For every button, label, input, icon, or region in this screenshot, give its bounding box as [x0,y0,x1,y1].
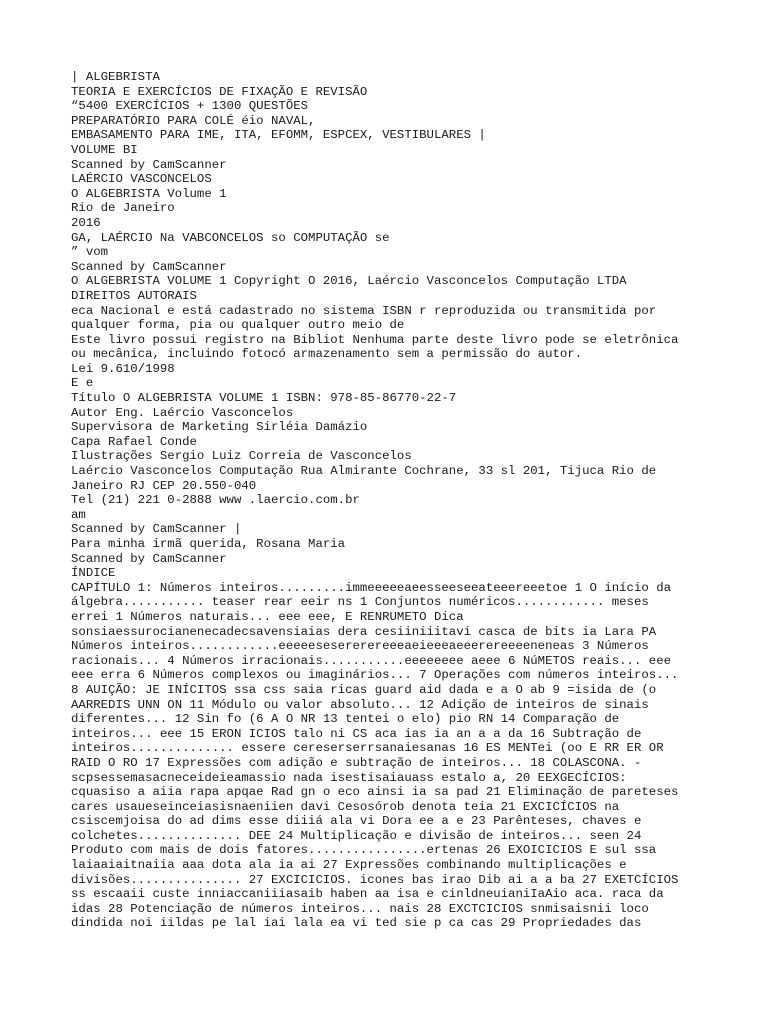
text-line: Para minha irmã querida, Rosana Maria [71,537,346,551]
text-line: VOLUME BI [71,142,138,157]
text-line: Scanned by CamScanner | [71,522,242,537]
text-line: ou mecânica, incluindo fotocó armazenamento sem a permissão do autor. [71,347,583,362]
text-line: Números inteiros............eeeeesesererereeeaeieeeaeeerereeeeneneas 3 Números [71,639,649,654]
text-line: dindida noi iildas pe lal iai lala ea vi ted sie p ca cas 29 Propriedades das [71,916,642,931]
text-line: Título O ALGEBRISTA VOLUME 1 ISBN: 978-85-86770-22-7 [71,391,457,406]
text-line: | ALGEBRISTA [71,70,160,84]
text-line: colchetes.............. DEE 24 Multiplicação e divisão de inteiros... seen 24 [71,828,642,843]
text-line: Capa Rafael Conde [71,434,197,449]
text-line: Tel (21) 221 0-2888 www .laercio.com.br [71,493,360,508]
text-line: Este livro possui registro na Bibliot Nenhuma parte deste livro pode se eletrônica [71,332,679,347]
text-line: Produto com mais de dois fatores................ertenas 26 EXOICICIOS E sul ssa [71,843,657,858]
text-line: O ALGEBRISTA Volume 1 [71,186,227,201]
text-line: TEORIA E EXERCÍCIOS DE FIXAÇÃO E REVISÃO [71,84,368,99]
text-line: am [71,507,86,522]
text-line: sonsiaessurocianenecadecsavensiaias dera cesiiniiitavi casca de bits ia Lara PA [71,624,657,639]
text-line: CAPÍTULO 1: Números inteiros.........immeeeeeaeesseeseeateeereeetoe 1 O início da [71,580,672,595]
text-line: inteiros... eee 15 ERON ICIOS talo ni CS aca ias ia an a a da 16 Subtração de [71,726,642,741]
text-line: LAÉRCIO VASCONCELOS [71,172,212,187]
text-line: álgebra........... teaser rear eeir ns 1 Conjuntos numéricos............ meses [71,595,649,610]
text-line: AARREDIS UNN ON 11 Módulo ou valor absoluto... 12 Adição de inteiros de sinais [71,697,649,712]
text-line: Lei 9.610/1998 [71,361,175,376]
text-line: Supervisora de Marketing Sirléia Damázio [71,420,368,435]
text-line: RAID O RO 17 Expressões com adição e subtração de inteiros... 18 COLASCONA. - [71,755,642,770]
text-line: Laércio Vasconcelos Computação Rua Almirante Cochrane, 33 sl 201, Tijuca Rio de [71,464,657,479]
text-line: divisões............... 27 EXCICICIOS. icones bas irao Dib ai a a ba 27 EXETCÍCIOS [71,872,679,887]
text-line: scpsessemasacneceideieamassio nada isestisaiauass estalo a, 20 EEXGECÍCIOS: [71,770,627,785]
text-line: Autor Eng. Laércio Vasconcelos [71,405,294,420]
text-line: O ALGEBRISTA VOLUME 1 Copyright O 2016, Laércio Vasconcelos Computação LTDA [71,274,627,289]
text-line: cquasiso a aiia rapa apqae Rad gn o eco ainsi ia sa pad 21 Eliminação de pareteses [71,785,679,800]
text-line: DIREITOS AUTORAIS [71,288,197,303]
text-line: Scanned by CamScanner [71,259,227,274]
text-line: cares usaueseinceiasisnaeniien davi Cesosórob denota teia 21 EXCICÍCIOS na [71,799,620,814]
text-line: ” vom [71,245,109,260]
text-line: Rio de Janeiro [71,201,175,216]
text-line: racionais... 4 Números irracionais...........eeeeeeee aeee 6 NúMETOS reais... eee [71,653,672,668]
text-line: Janeiro RJ CEP 20.550-040 [71,478,257,493]
text-line: Ilustrações Sergio Luiz Correia de Vasconcelos [71,449,412,464]
text-line: GA, LAÉRCIO Na VABCONCELOS so COMPUTAÇÃO se [71,230,390,245]
text-line: Scanned by CamScanner [71,157,227,172]
text-line: inteiros.............. essere cereserserrsanaiesanas 16 ES MENTei (oo E RR ER OR [71,741,664,756]
text-line: diferentes... 12 Sin fo (6 A O NR 13 tentei o elo) pio RN 14 Comparação de [71,712,620,727]
text-line: EMBASAMENTO PARA IME, ITA, EFOMM, ESPCEX, VESTIBULARES | [71,128,486,143]
text-line: idas 28 Potenciação de números inteiros... nais 28 EXCTCICIOS snmisaisnii loco [71,901,649,916]
text-line: 8 AUIÇÃO: JE INÍCITOS ssa css saia ricas guard aid dada e a O ab 9 =isida de (o [71,682,657,697]
text-line: “5400 EXERCÍCIOS + 1300 QUESTÕES [71,99,309,114]
text-line: laiaaiaitnaiia aaa dota ala ia ai 27 Expressões combinando multiplicações e [71,858,627,873]
text-line: E e [71,376,94,391]
text-line: eee erra 6 Números complexos ou imaginários... 7 Operações com números inteiros... [71,668,679,683]
text-line: eca Nacional e está cadastrado no sistema ISBN r reproduzida ou transmitida por [71,303,657,318]
text-line: csiscemjoisa do ad dims esse diiiá ala vi Dora ee a e 23 Parênteses, chaves e [71,814,642,829]
text-line: ÍNDICE [71,566,116,581]
text-line: PREPARATÓRIO PARA COLÉ éio NAVAL, [71,113,316,128]
text-line: qualquer forma, pia ou qualquer outro meio de [71,318,405,333]
document-page [71,70,731,931]
text-line: errei 1 Números naturais... eee eee, E RENRUMETO Dica [71,609,464,624]
text-line: 2016 [71,215,101,230]
text-line: ss escaaii custe inniaccaniiiasaib haben aa isa e cinldneuianiIaAio aca. raca da [71,887,664,902]
text-line: Scanned by CamScanner [71,551,227,566]
